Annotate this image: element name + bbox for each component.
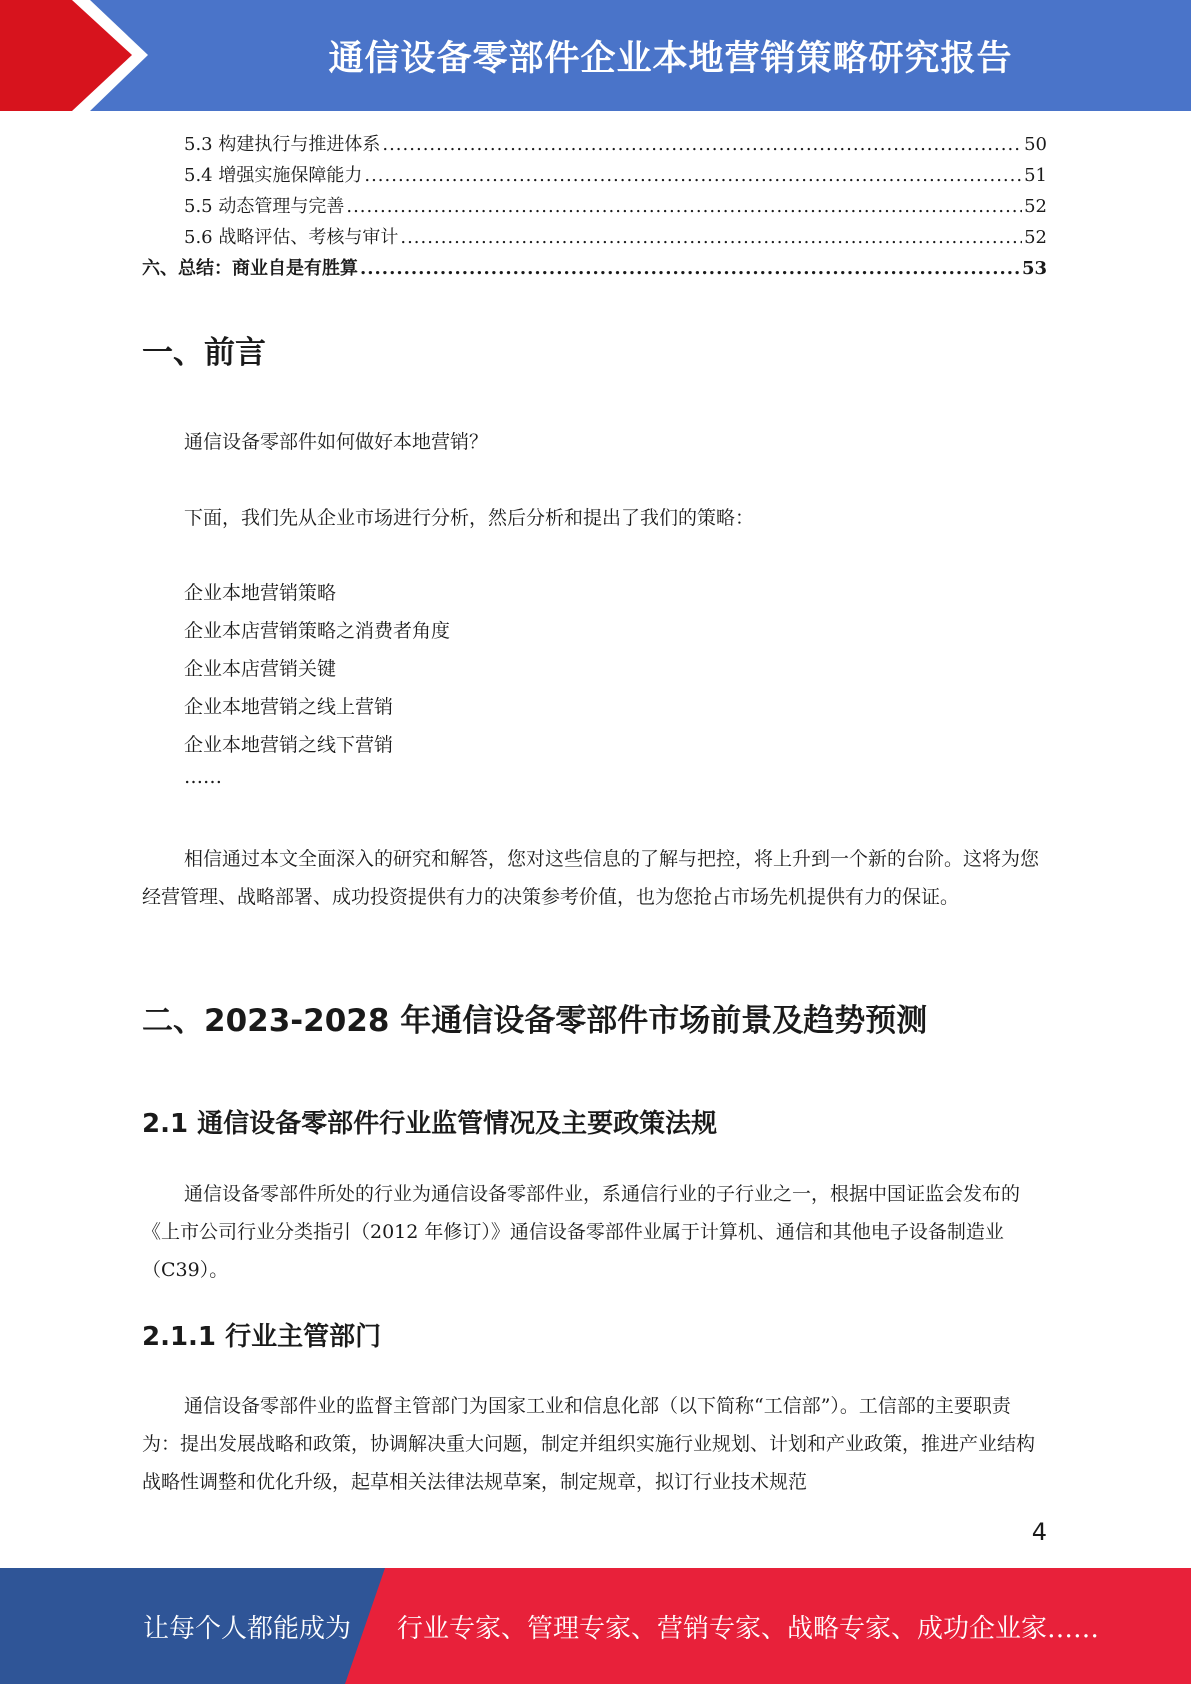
toc-item-page: 52 [1024,227,1047,248]
toc-item-label: 5.6 战略评估、考核与审计 [184,227,399,248]
section-heading-market-outlook: 二、2023-2028 年通信设备零部件市场前景及趋势预测 [142,1003,928,1039]
preface-intro: 下面，我们先从企业市场进行分析，然后分析和提出了我们的策略： [184,507,755,529]
table-of-contents [142,130,1047,285]
page-footer [0,1568,1191,1684]
toc-dot-leader [364,165,1022,186]
strategy-list-item: 企业本店营销策略之消费者角度 [184,620,451,642]
page-number: 4 [1031,1518,1047,1546]
toc-item-chapter[interactable] [142,254,1047,285]
preface-question: 通信设备零部件如何做好本地营销？ [184,431,489,453]
toc-item-label: 六、总结：商业自是有胜算 [142,258,358,279]
footer-slogan-right: 行业专家、管理专家、营销专家、战略专家、成功企业家…… [397,1613,1100,1644]
toc-item-page: 51 [1024,165,1047,186]
toc-item[interactable] [142,223,1047,254]
strategy-list-item: 企业本地营销策略 [184,582,337,604]
toc-dot-leader [382,134,1022,155]
header-red-arrow-decoration [0,0,160,111]
subsection-heading-regulation: 2.1 通信设备零部件行业监管情况及主要政策法规 [142,1109,718,1139]
strategy-list-item: 企业本地营销之线下营销 [184,734,394,756]
strategy-list-item: 企业本地营销之线上营销 [184,696,394,718]
authority-paragraph: 通信设备零部件业的监督主管部门为国家工业和信息化部（以下简称“工信部”）。工信部的主要职责为：提出发展战略和政策，协调解决重大问题，制定并组织实施行业规划、计划和产业政策，推进产业结构战略性调整和优化升级，起草相关法律法规草案，制定规章，拟订行业技术规范 [142,1395,1036,1493]
regulation-paragraph: 通信设备零部件所处的行业为通信设备零部件业，系通信行业的子行业之一，根据中国证监会发布的《上市公司行业分类指引（2012 年修订）》通信设备零部件业属于计算机、通信和其他电子设备制造业（C39）。 [142,1183,1021,1281]
toc-item[interactable] [142,192,1047,223]
strategy-list-item: 企业本店营销关键 [184,658,337,680]
toc-item-page: 52 [1024,196,1047,217]
toc-item-page: 50 [1024,134,1047,155]
section-heading-preface: 一、前言 [142,335,266,371]
toc-dot-leader [400,227,1022,248]
page-content [142,130,1047,1493]
strategy-list-ellipsis: …… [184,766,222,788]
toc-item-page: 53 [1021,258,1047,279]
preface-closing-paragraph: 相信通过本文全面深入的研究和解答，您对这些信息的了解与把控，将上升到一个新的台阶。这将为您经营管理、战略部署、成功投资提供有力的决策参考价值，也为您抢占市场先机提供有力的保证。 [142,848,1040,908]
footer-slogan-left: 让每个人都能成为 [143,1613,352,1644]
toc-item[interactable] [142,130,1047,161]
page-header [0,0,1191,111]
toc-dot-leader [360,258,1020,279]
toc-item-label: 5.3 构建执行与推进体系 [184,134,381,155]
toc-dot-leader [346,196,1022,217]
subsection-heading-authority: 2.1.1 行业主管部门 [142,1322,382,1352]
toc-item-label: 5.5 动态管理与完善 [184,196,345,217]
toc-item[interactable] [142,161,1047,192]
toc-item-label: 5.4 增强实施保障能力 [184,165,363,186]
report-title: 通信设备零部件企业本地营销策略研究报告 [328,38,1013,79]
